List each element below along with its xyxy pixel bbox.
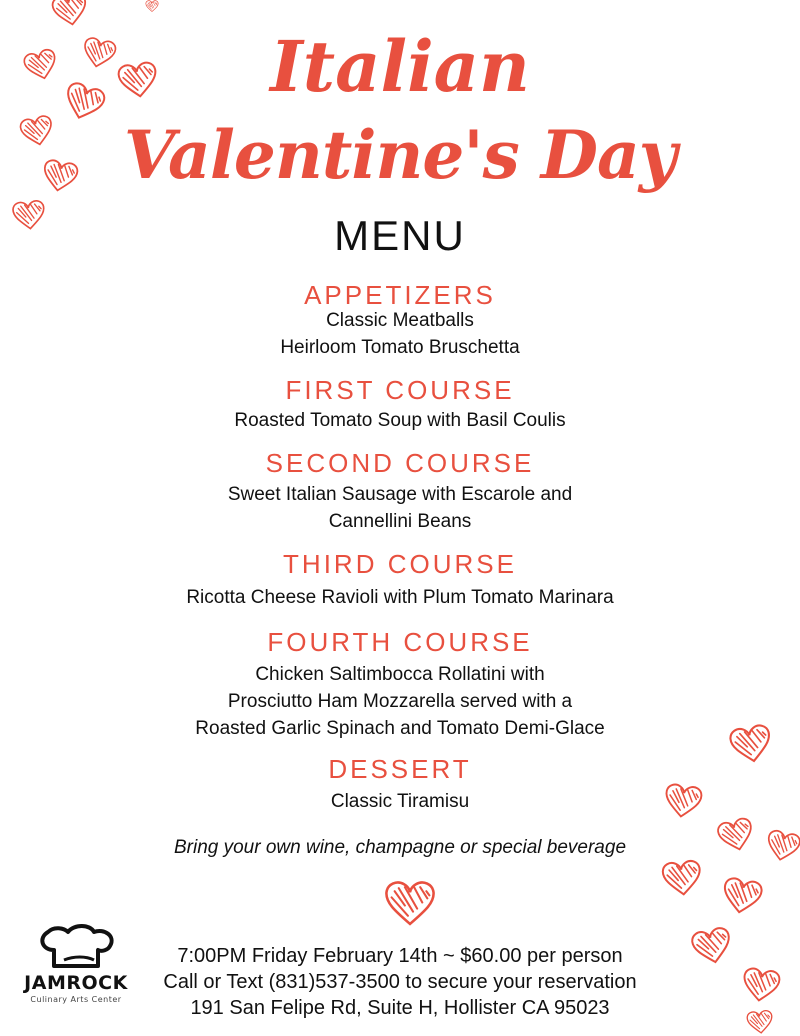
page-title-line2: Valentine's Day xyxy=(123,116,677,194)
section-heading-fourth-course: FOURTH COURSE xyxy=(267,627,533,657)
section-heading-third-course: THIRD COURSE xyxy=(283,549,517,579)
menu-item: Chicken Saltimbocca Rollatini with xyxy=(255,664,545,685)
menu-item: Roasted Tomato Soup with Basil Coulis xyxy=(234,410,566,431)
heart-icon xyxy=(741,1008,779,1036)
menu-item: Cannellini Beans xyxy=(328,511,472,532)
jamrock-logo xyxy=(20,920,132,1010)
beverage-note: Bring your own wine, champagne or special beverage xyxy=(173,837,627,858)
menu-item: Classic Meatballs xyxy=(326,310,474,331)
logo-name: JAMROCK xyxy=(24,972,128,994)
section-heading-appetizers: APPETIZERS xyxy=(304,280,496,310)
event-details xyxy=(140,943,660,1021)
event-date-price: 7:00PM Friday February 14th ~ $60.00 per person xyxy=(177,945,623,967)
menu-item: Sweet Italian Sausage with Escarole and xyxy=(227,484,573,505)
heart-icon xyxy=(689,924,736,968)
page-title-line1: Italian xyxy=(270,25,530,108)
reservation-contact: Call or Text (831)537-3500 to secure your reservation xyxy=(163,971,637,993)
section-heading-first-course: FIRST COURSE xyxy=(285,375,515,405)
event-address: 191 San Felipe Rd, Suite H, Hollister CA 95023 xyxy=(190,997,610,1019)
heart-icon xyxy=(660,856,704,900)
menu-item: Prosciutto Ham Mozzarella served with a xyxy=(227,691,573,712)
menu-item: Classic Tiramisu xyxy=(330,791,470,812)
menu-subtitle: MENU xyxy=(334,212,466,259)
heart-icon xyxy=(740,964,783,1007)
heart-icon xyxy=(718,871,765,921)
menu-item: Roasted Garlic Spinach and Tomato Demi-Glace xyxy=(195,718,605,739)
section-heading-second-course: SECOND COURSE xyxy=(265,448,535,478)
logo-tagline: Culinary Arts Center xyxy=(30,995,122,1004)
menu-item: Heirloom Tomato Bruschetta xyxy=(280,337,520,358)
heart-icon xyxy=(384,880,436,926)
chef-hat-icon xyxy=(20,920,132,972)
section-heading-dessert: DESSERT xyxy=(328,754,472,784)
menu-item: Ricotta Cheese Ravioli with Plum Tomato Marinara xyxy=(186,587,614,608)
heart-icon xyxy=(140,0,164,12)
